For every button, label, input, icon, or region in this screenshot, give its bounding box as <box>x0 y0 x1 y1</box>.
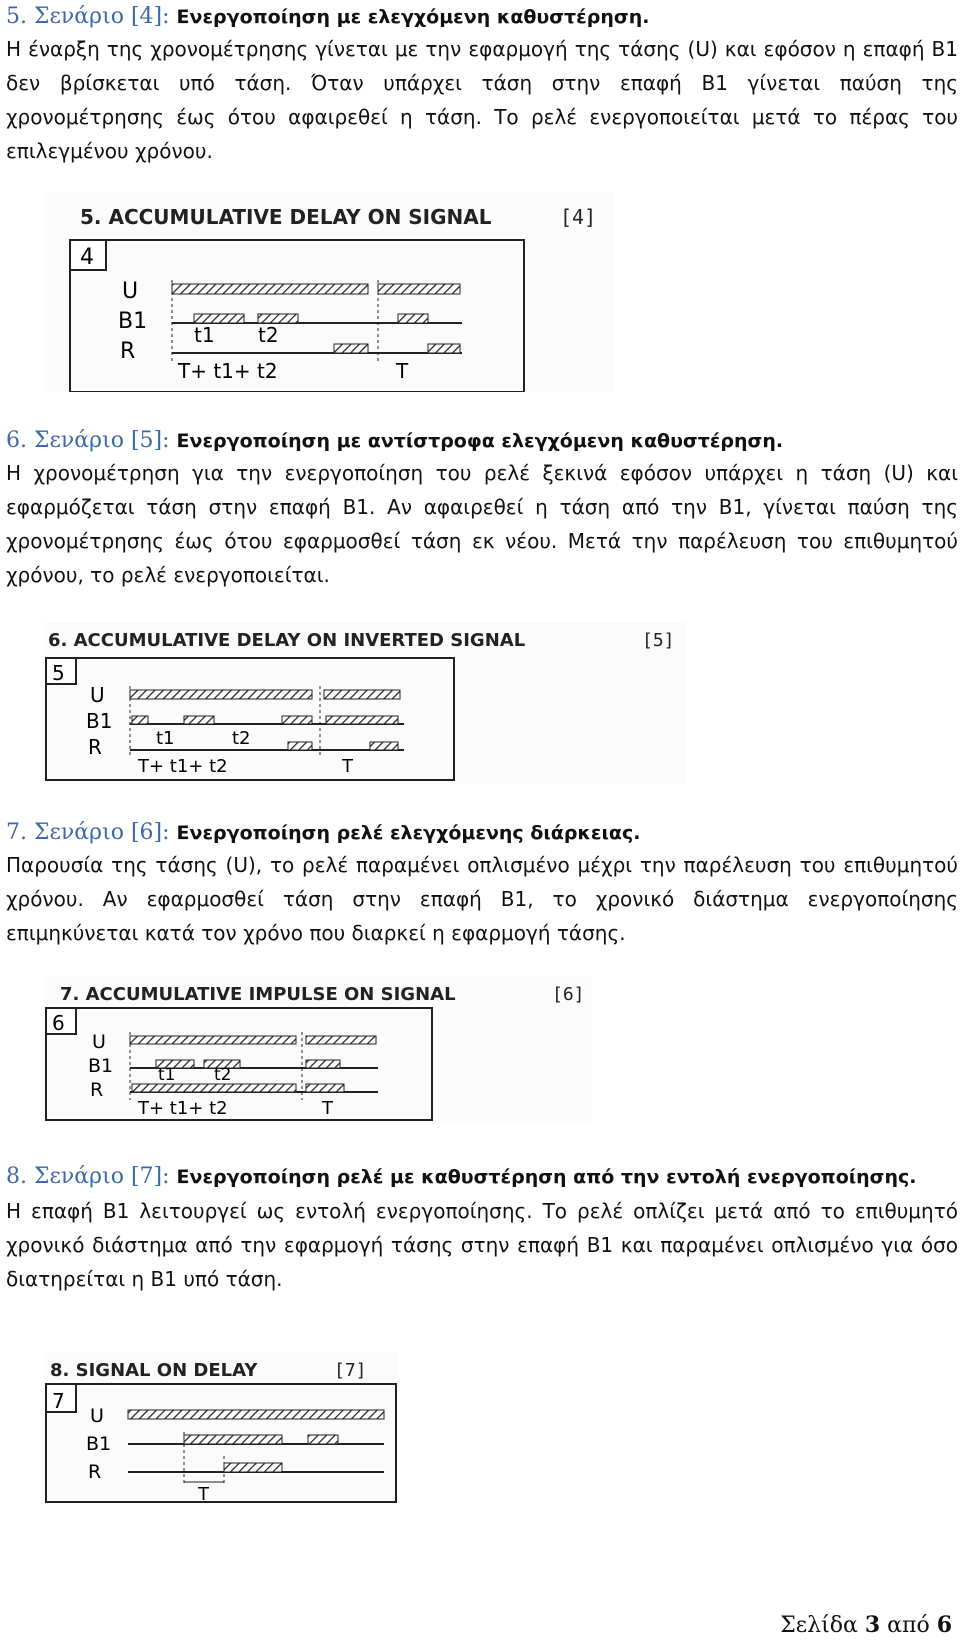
label-t: T <box>198 1484 209 1504</box>
label-u: U <box>122 279 139 304</box>
diagram-tag: [5] <box>642 630 675 651</box>
label-t2: t2 <box>258 323 279 347</box>
label-u: U <box>92 1031 106 1053</box>
section-text: Η χρονομέτρηση για την ενεργοποίηση του ρελέ ξεκινά εφόσον υπάρχει η τάση (U) και εφαρμόζεται τάση στην επαφή B1. Αν αφαιρεθεί η τάση από την B1, γίνεται παύση της χρονομέτρησης έως ότου εφαρμοσθεί τάση εκ νέου. Μετά την παρέλευση του επιθυμητού χρόνου, το ρελέ ενεργοποιείται. <box>6 461 958 587</box>
label-t1: t1 <box>158 1065 176 1085</box>
section-text: Η έναρξη της χρονομέτρησης γίνεται με την εφαρμογή της τάσης (U) και εφόσον η επαφή B1 δεν βρίσκεται υπό τάση. Όταν υπάρχει τάση στην επαφή B1 γίνεται παύση της χρονομέτρησης έως ότου αφαιρεθεί η τάση. Το ρελέ ενεργοποιείται μετά το πέρας του επιλεγμένου χρόνου. <box>6 37 958 163</box>
diagram-header: 5. ACCUMULATIVE DELAY ON SIGNAL <box>80 205 492 229</box>
label-b1: B1 <box>86 1433 112 1455</box>
footer-of: από <box>887 1613 930 1638</box>
section-scenario-5 <box>6 426 958 592</box>
diagram-svg-7 <box>44 1352 398 1504</box>
label-t1: t1 <box>156 728 175 749</box>
label-total-time: T+ t1+ t2 <box>138 1098 228 1119</box>
timing-diagram-6 <box>44 976 592 1124</box>
label-r: R <box>88 735 102 759</box>
label-u: U <box>90 1405 104 1427</box>
section-scenario-7 <box>6 1160 958 1296</box>
section-title: Ενεργοποίηση ρελέ με καθυστέρηση από την εντολή ενεργοποίησης. <box>176 1166 917 1188</box>
footer-total-pages: 6 <box>936 1612 952 1638</box>
section-scenario-4 <box>6 2 958 168</box>
label-total-time: T+ t1+ t2 <box>178 359 278 383</box>
label-u: U <box>90 683 105 707</box>
section-title: Ενεργοποίηση με αντίστροφα ελεγχόμενη καθυστέρηση. <box>176 430 784 452</box>
diagram-box-number: 6 <box>52 1011 65 1035</box>
label-b1: B1 <box>86 709 113 733</box>
diagram-tag: [7] <box>334 1360 367 1381</box>
section-number: 7. Σενάριο [6]: <box>6 820 170 845</box>
footer-page-number: 3 <box>864 1612 881 1638</box>
label-t2: t2 <box>232 728 251 749</box>
diagram-tag: [6] <box>552 984 585 1005</box>
section-scenario-6 <box>6 818 958 950</box>
label-t: T <box>322 1098 333 1119</box>
timing-diagram-4 <box>44 192 614 392</box>
section-number: 8. Σενάριο [7]: <box>6 1164 170 1189</box>
section-number: 6. Σενάριο [5]: <box>6 428 170 453</box>
label-b1: B1 <box>118 309 148 334</box>
diagram-box-number: 7 <box>52 1389 65 1413</box>
diagram-header: 6. ACCUMULATIVE DELAY ON INVERTED SIGNAL <box>48 630 526 651</box>
label-r: R <box>90 1079 104 1101</box>
section-number: 5. Σενάριο [4]: <box>6 4 170 29</box>
diagram-header: 8. SIGNAL ON DELAY <box>50 1360 258 1381</box>
timing-diagram-7 <box>44 1352 398 1504</box>
diagram-box-number: 4 <box>80 245 94 270</box>
diagram-svg-6 <box>44 976 592 1124</box>
diagram-tag: [4] <box>560 205 597 229</box>
diagram-box-number: 5 <box>52 661 65 685</box>
timing-diagram-5 <box>44 622 686 784</box>
label-r: R <box>120 339 136 364</box>
diagram-header: 7. ACCUMULATIVE IMPULSE ON SIGNAL <box>60 984 456 1005</box>
diagram-svg-4 <box>44 192 614 392</box>
label-total-time: T+ t1+ t2 <box>138 756 228 777</box>
page-footer <box>780 1612 952 1638</box>
section-title: Ενεργοποίηση με ελεγχόμενη καθυστέρηση. <box>176 6 650 28</box>
label-t: T <box>396 359 409 383</box>
label-t: T <box>342 756 353 777</box>
section-text: Παρουσία της τάσης (U), το ρελέ παραμένει οπλισμένο μέχρι την παρέλευση του επιθυμητού χρόνου. Αν εφαρμοσθεί τάση στην επαφή B1, το χρονικό διάστημα ενεργοποίησης επιμηκύνεται κατά τον χρόνο που διαρκεί η εφαρμογή τάσης. <box>6 853 958 945</box>
label-r: R <box>88 1461 102 1483</box>
section-text: Η επαφή B1 λειτουργεί ως εντολή ενεργοποίησης. Το ρελέ οπλίζει μετά από το επιθυμητό χρονικό διάστημα από την εφαρμογή τάσης στην επαφή B1 και παραμένει οπλισμένο για όσο διατηρείται η B1 υπό τάση. <box>6 1199 958 1291</box>
diagram-svg-5 <box>44 622 686 784</box>
section-title: Ενεργοποίηση ρελέ ελεγχόμενης διάρκειας. <box>176 822 641 844</box>
footer-prefix: Σελίδα <box>780 1613 858 1638</box>
label-t2: t2 <box>214 1065 232 1085</box>
label-t1: t1 <box>194 323 215 347</box>
label-b1: B1 <box>88 1055 114 1077</box>
